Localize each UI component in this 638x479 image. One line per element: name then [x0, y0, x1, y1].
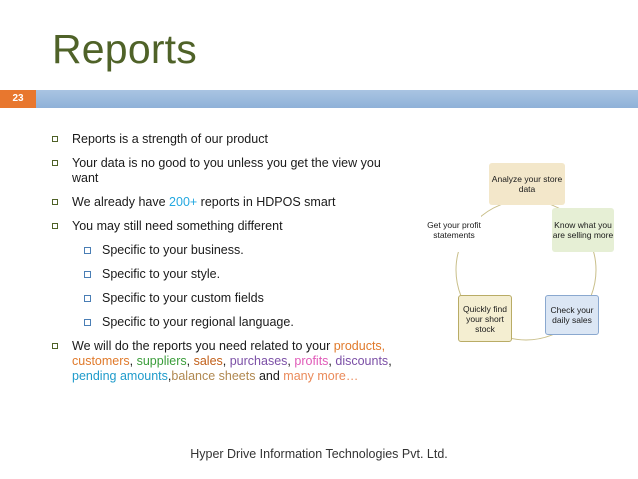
separator: ,	[186, 354, 194, 368]
cycle-node-check-sales: Check your daily sales	[545, 295, 599, 335]
slide-title: Reports	[52, 26, 197, 72]
square-bullet-icon	[52, 199, 58, 205]
report-topic-discounts: discounts	[335, 354, 389, 368]
sub-bullet-item	[50, 267, 400, 282]
report-topic-profits: profits	[294, 354, 329, 368]
sub-bullet-text: Specific to your regional language.	[102, 315, 294, 329]
bullet-item	[50, 195, 400, 210]
bullet-text: reports in HDPOS smart	[197, 195, 336, 209]
cycle-node-know-selling: Know what you are selling more	[552, 208, 614, 252]
separator: ,	[388, 354, 392, 368]
bullet-text: We will do the reports you need related to your	[72, 339, 334, 353]
square-bullet-icon	[84, 295, 91, 302]
cycle-node-analyze: Analyze your store data	[489, 163, 565, 205]
square-bullet-icon	[52, 136, 58, 142]
and-word: and	[255, 369, 284, 383]
bullet-text: Your data is no good to you unless you get the view you want	[72, 156, 381, 185]
sub-bullet-text: Specific to your custom fields	[102, 291, 264, 305]
separator: ,	[222, 354, 230, 368]
cycle-node-short-stock: Quickly find your short stock	[458, 295, 512, 342]
bullet-item	[50, 339, 400, 384]
bullet-text: Reports is a strength of our product	[72, 132, 268, 146]
separator: ,	[129, 354, 137, 368]
sub-bullet-text: Specific to your style.	[102, 267, 221, 281]
square-bullet-icon	[52, 160, 58, 166]
report-topic-more: many more…	[283, 369, 359, 383]
report-topic-balance-sheets: balance sheets	[171, 369, 256, 383]
square-bullet-icon	[52, 343, 58, 349]
report-cycle-diagram	[420, 160, 630, 360]
report-topic-suppliers: suppliers	[136, 354, 187, 368]
square-bullet-icon	[84, 247, 91, 254]
sub-bullet-item	[50, 315, 400, 330]
bullet-item	[50, 132, 400, 147]
bullet-item	[50, 219, 400, 234]
report-topic-customers: customers	[72, 354, 130, 368]
report-topic-products: products,	[333, 339, 386, 353]
slide-number: 23	[0, 90, 36, 108]
bullet-text: You may still need something different	[72, 219, 283, 233]
report-topic-pending-amounts: pending amounts	[72, 369, 168, 383]
sub-bullet-item	[50, 291, 400, 306]
cycle-node-profit-statements: Get your profit statements	[427, 208, 481, 252]
separator: ,	[167, 369, 172, 383]
header-bar	[0, 90, 638, 108]
sub-bullet-item	[50, 243, 400, 258]
bullet-list	[50, 132, 400, 393]
footer-company: Hyper Drive Information Technologies Pvt. Ltd.	[190, 447, 448, 461]
square-bullet-icon	[84, 271, 91, 278]
bullet-text: We already have	[72, 195, 170, 209]
report-topic-purchases: purchases	[229, 354, 288, 368]
report-count-highlight: 200+	[169, 195, 198, 209]
square-bullet-icon	[84, 319, 91, 326]
bullet-item	[50, 156, 400, 186]
report-topic-sales: sales	[193, 354, 223, 368]
sub-bullet-text: Specific to your business.	[102, 243, 244, 257]
separator: ,	[287, 354, 295, 368]
square-bullet-icon	[52, 223, 58, 229]
separator: ,	[328, 354, 336, 368]
